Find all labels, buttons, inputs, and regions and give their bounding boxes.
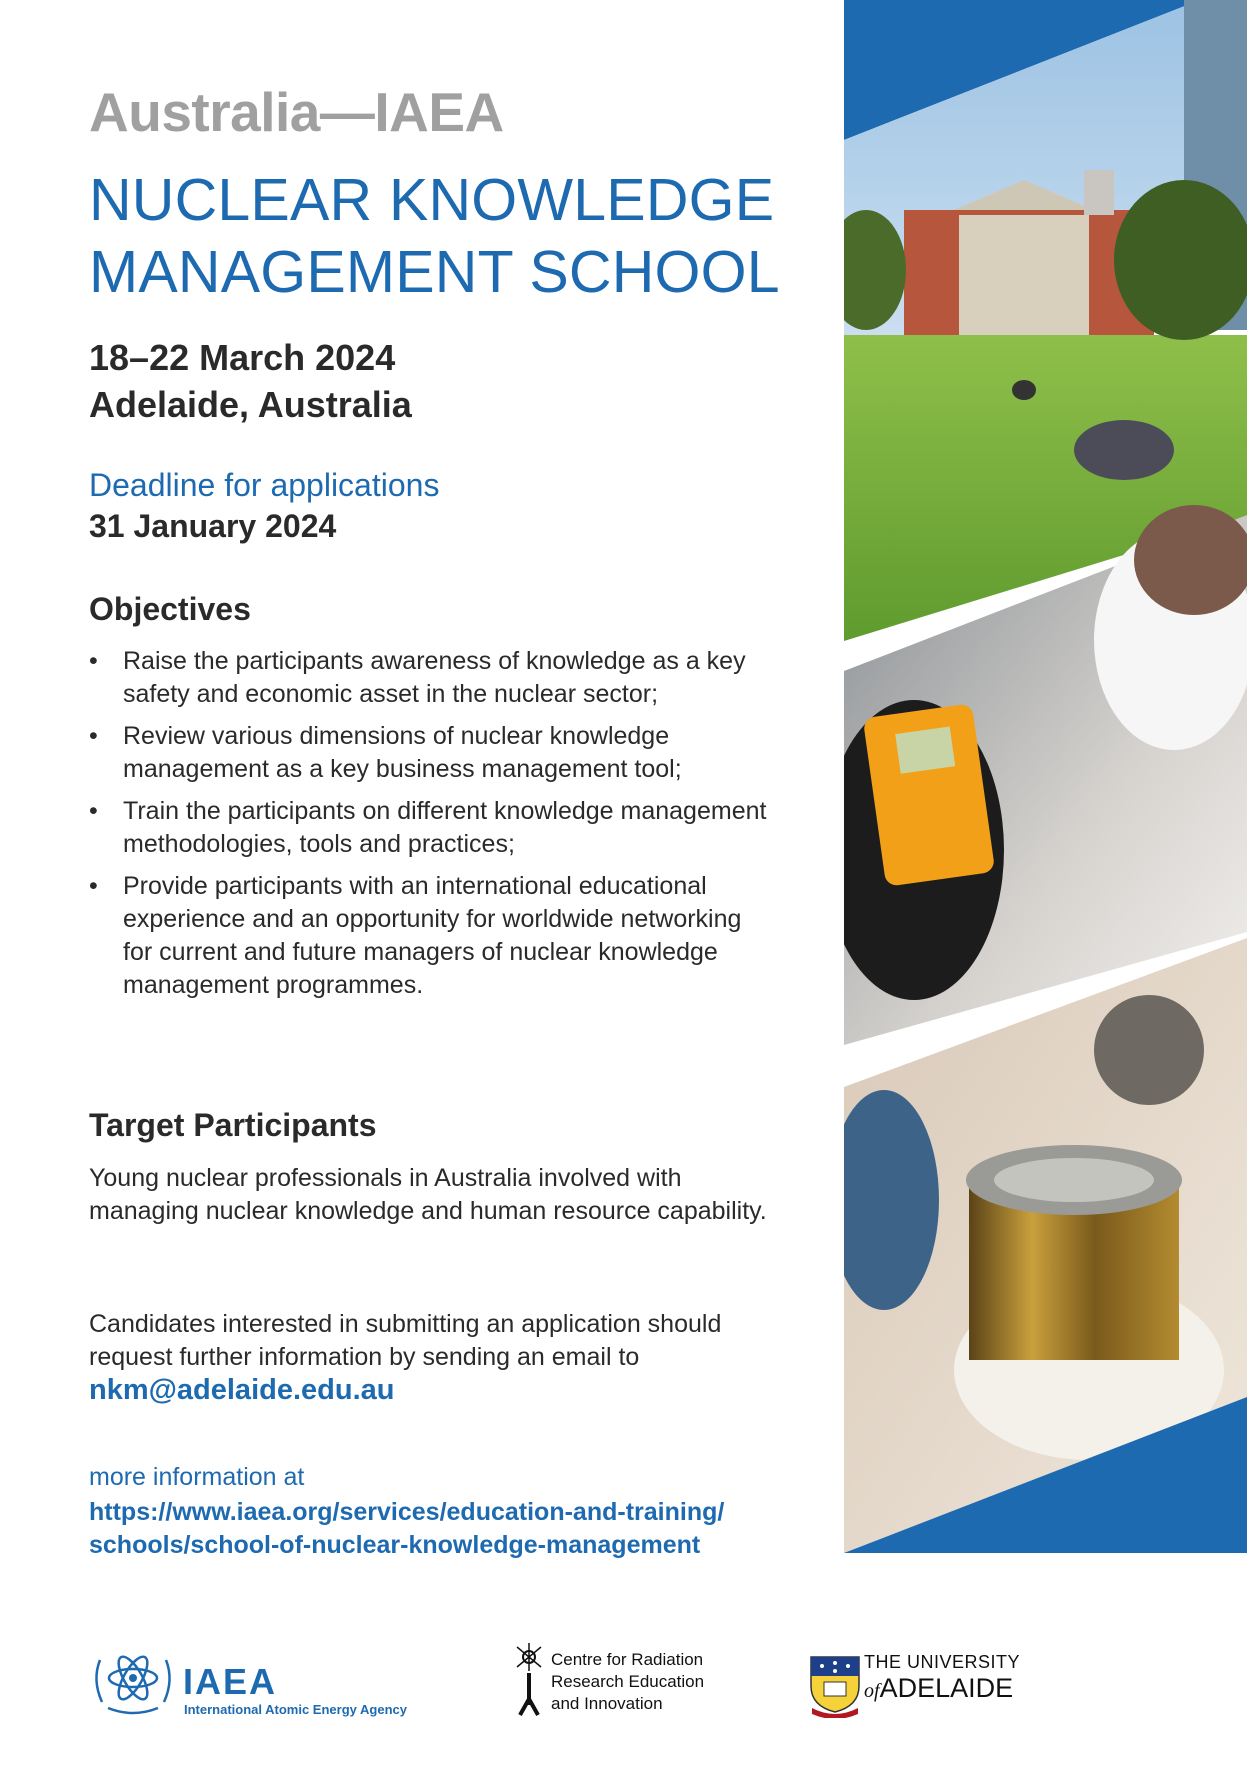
adelaide-name: ADELAIDE [879, 1673, 1014, 1703]
adelaide-crest [808, 1654, 862, 1718]
contact-paragraph [89, 1308, 769, 1408]
objective-text: Review various dimensions of nuclear knowledge management as a key business management tool; [123, 722, 682, 783]
org-line-right: IAEA [374, 81, 504, 143]
photo-collage [844, 0, 1247, 1560]
bullet: • [89, 797, 98, 825]
more-info-label: more information at [89, 1463, 305, 1491]
adelaide-of: of [864, 1680, 880, 1702]
crr-line-1: Centre for Radiation [551, 1650, 704, 1669]
url-line-2[interactable]: schools/school-of-nuclear-knowledge-management [89, 1531, 701, 1559]
figure-icon [512, 1643, 546, 1717]
atom-icon [88, 1640, 178, 1718]
objective-text: Provide participants with an international educational experience and an opportunity for worldwide networking for current and future managers of nuclear knowledge management programmes. [123, 872, 742, 999]
list-item [89, 720, 769, 786]
event-location: Adelaide, Australia [89, 384, 412, 425]
title-line-1: NUCLEAR KNOWLEDGE [89, 167, 775, 233]
title-line-2: MANAGEMENT SCHOOL [89, 239, 780, 305]
org-line-dash: — [319, 81, 375, 143]
objectives-heading: Objectives [89, 591, 251, 627]
list-item [89, 645, 769, 711]
target-heading: Target Participants [89, 1107, 377, 1143]
crr-logo-text [551, 1649, 704, 1715]
crr-line-3: and Innovation [551, 1694, 663, 1713]
crr-line-2: Research Education [551, 1672, 705, 1691]
list-item [89, 870, 769, 1002]
iaea-full-name: International Atomic Energy Agency [184, 1702, 407, 1717]
org-line-left: Australia [89, 81, 320, 143]
iaea-logo-text: IAEA [183, 1661, 278, 1702]
objective-text: Raise the participants awareness of knowledge as a key safety and economic asset in the nuclear sector; [123, 647, 746, 708]
adelaide-line-1: THE UNIVERSITY [864, 1652, 1021, 1672]
objectives-list [89, 645, 769, 1011]
objective-text: Train the participants on different knowledge management methodologies, tools and practices; [123, 797, 767, 858]
iaea-emblem [88, 1640, 178, 1718]
org-line [89, 80, 504, 144]
list-item [89, 795, 769, 861]
target-description: Young nuclear professionals in Australia involved with managing nuclear knowledge and human resource capability. [89, 1164, 767, 1225]
url-line-1[interactable]: https://www.iaea.org/services/education-and-training/ [89, 1498, 725, 1526]
event-dates: 18–22 March 2024 [89, 337, 396, 378]
adelaide-line-2 [864, 1673, 1013, 1704]
contact-text: Candidates interested in submitting an application should request further information by sending an email to [89, 1310, 722, 1371]
bullet: • [89, 872, 98, 900]
crest-icon [808, 1654, 862, 1718]
bullet: • [89, 647, 98, 675]
crr-emblem [512, 1643, 546, 1717]
bullet: • [89, 722, 98, 750]
deadline-date: 31 January 2024 [89, 508, 337, 544]
email-link[interactable]: nkm@adelaide.edu.au [89, 1374, 395, 1406]
more-info-url[interactable] [89, 1496, 724, 1562]
deadline-label: Deadline for applications [89, 467, 440, 503]
